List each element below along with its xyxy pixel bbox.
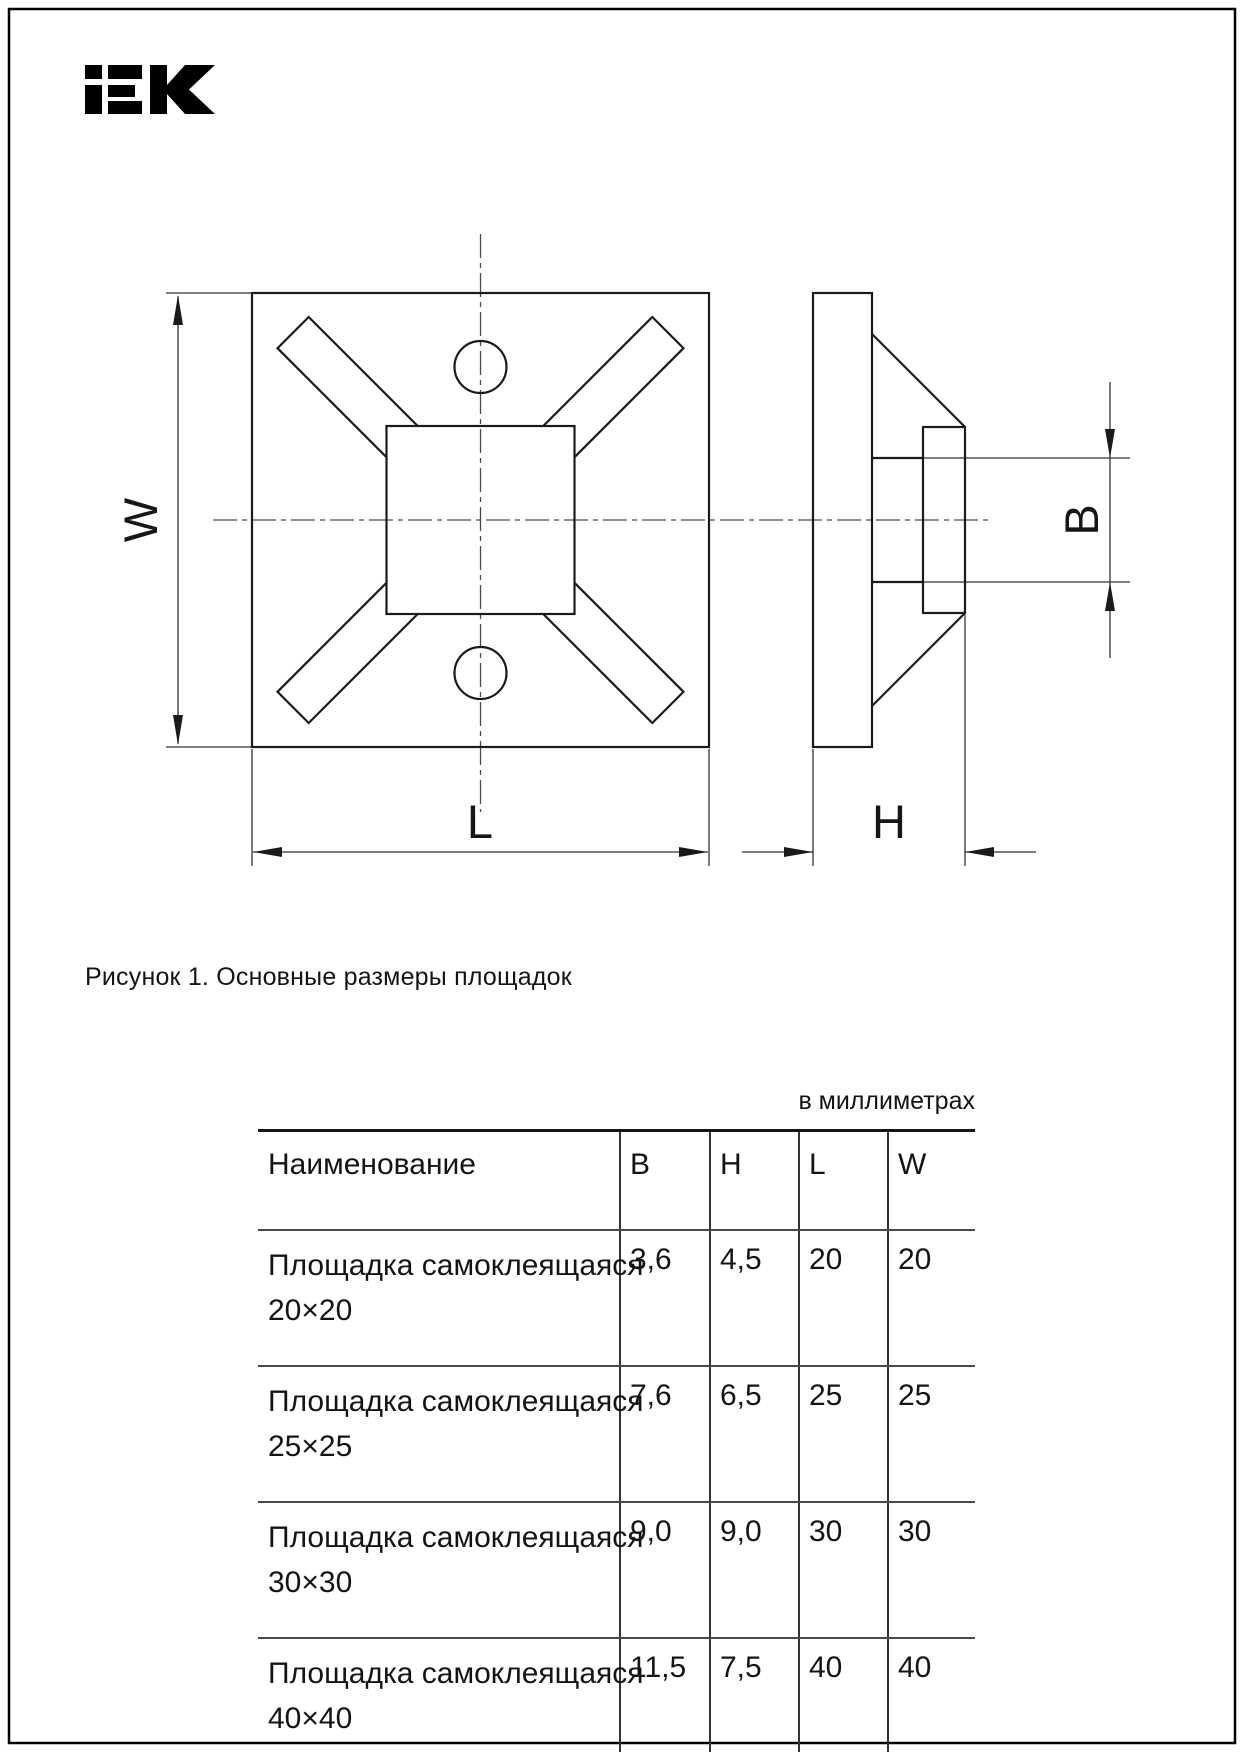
value-h: 7,5 — [710, 1638, 799, 1752]
value-w: 25 — [888, 1366, 975, 1502]
product-name: Площадка самоклеящаяся — [268, 1521, 644, 1554]
table-row — [258, 1638, 975, 1752]
value-w: 40 — [888, 1638, 975, 1752]
dim-label-h: H — [872, 795, 906, 848]
figure-caption: Рисунок 1. Основные размеры площадок — [85, 963, 572, 991]
profile-bottom-chamfer — [872, 613, 965, 706]
profile-top-chamfer — [872, 334, 965, 427]
column-header-h: H — [710, 1131, 799, 1231]
value-w: 20 — [888, 1230, 975, 1366]
value-b: 11,5 — [620, 1638, 710, 1752]
product-name: Площадка самоклеящаяся — [268, 1249, 644, 1282]
product-name: Площадка самоклеящаяся — [268, 1385, 644, 1418]
product-name: Площадка самоклеящаяся — [268, 1657, 644, 1690]
value-h: 9,0 — [710, 1502, 799, 1638]
value-l: 20 — [799, 1230, 888, 1366]
value-l: 25 — [799, 1366, 888, 1502]
logo-k-glyph — [150, 65, 215, 114]
product-name-cell — [258, 1230, 644, 1366]
table-row — [258, 1366, 975, 1502]
dim-label-l: L — [466, 795, 494, 848]
column-header-l: L — [799, 1131, 888, 1231]
product-size: 20×20 — [268, 1294, 353, 1327]
table-row — [258, 1230, 975, 1366]
value-l: 30 — [799, 1502, 888, 1638]
value-w: 30 — [888, 1502, 975, 1638]
product-size: 30×30 — [268, 1566, 353, 1599]
value-b: 7,6 — [620, 1366, 710, 1502]
column-header-w: W — [888, 1131, 975, 1231]
logo-e-mid-bar — [108, 85, 135, 97]
value-h: 6,5 — [710, 1366, 799, 1502]
dim-label-w: W — [114, 497, 167, 543]
product-name-cell — [258, 1502, 644, 1638]
value-b: 9,0 — [620, 1502, 710, 1638]
table-row — [258, 1502, 975, 1638]
product-size: 40×40 — [268, 1702, 353, 1735]
dim-label-b: B — [1055, 504, 1108, 536]
value-b: 3,6 — [620, 1230, 710, 1366]
logo-i-dot — [85, 65, 102, 79]
product-name-cell — [258, 1366, 644, 1502]
dimensions-table — [258, 1129, 975, 1752]
column-header-name: Наименование — [258, 1131, 620, 1231]
units-note: в миллиметрах — [798, 1087, 975, 1115]
dimension-lines — [166, 293, 1130, 866]
iek-logo — [85, 65, 215, 114]
value-h: 4,5 — [710, 1230, 799, 1366]
product-name-cell — [258, 1638, 644, 1752]
column-header-b: B — [620, 1131, 710, 1231]
value-l: 40 — [799, 1638, 888, 1752]
logo-i-stem — [85, 85, 102, 114]
logo-e-bottom-bar — [108, 101, 142, 114]
table-header-row — [258, 1131, 975, 1231]
logo-e-top-bar — [108, 65, 142, 79]
product-size: 25×25 — [268, 1430, 353, 1463]
dimension-arrowheads — [173, 295, 1115, 857]
